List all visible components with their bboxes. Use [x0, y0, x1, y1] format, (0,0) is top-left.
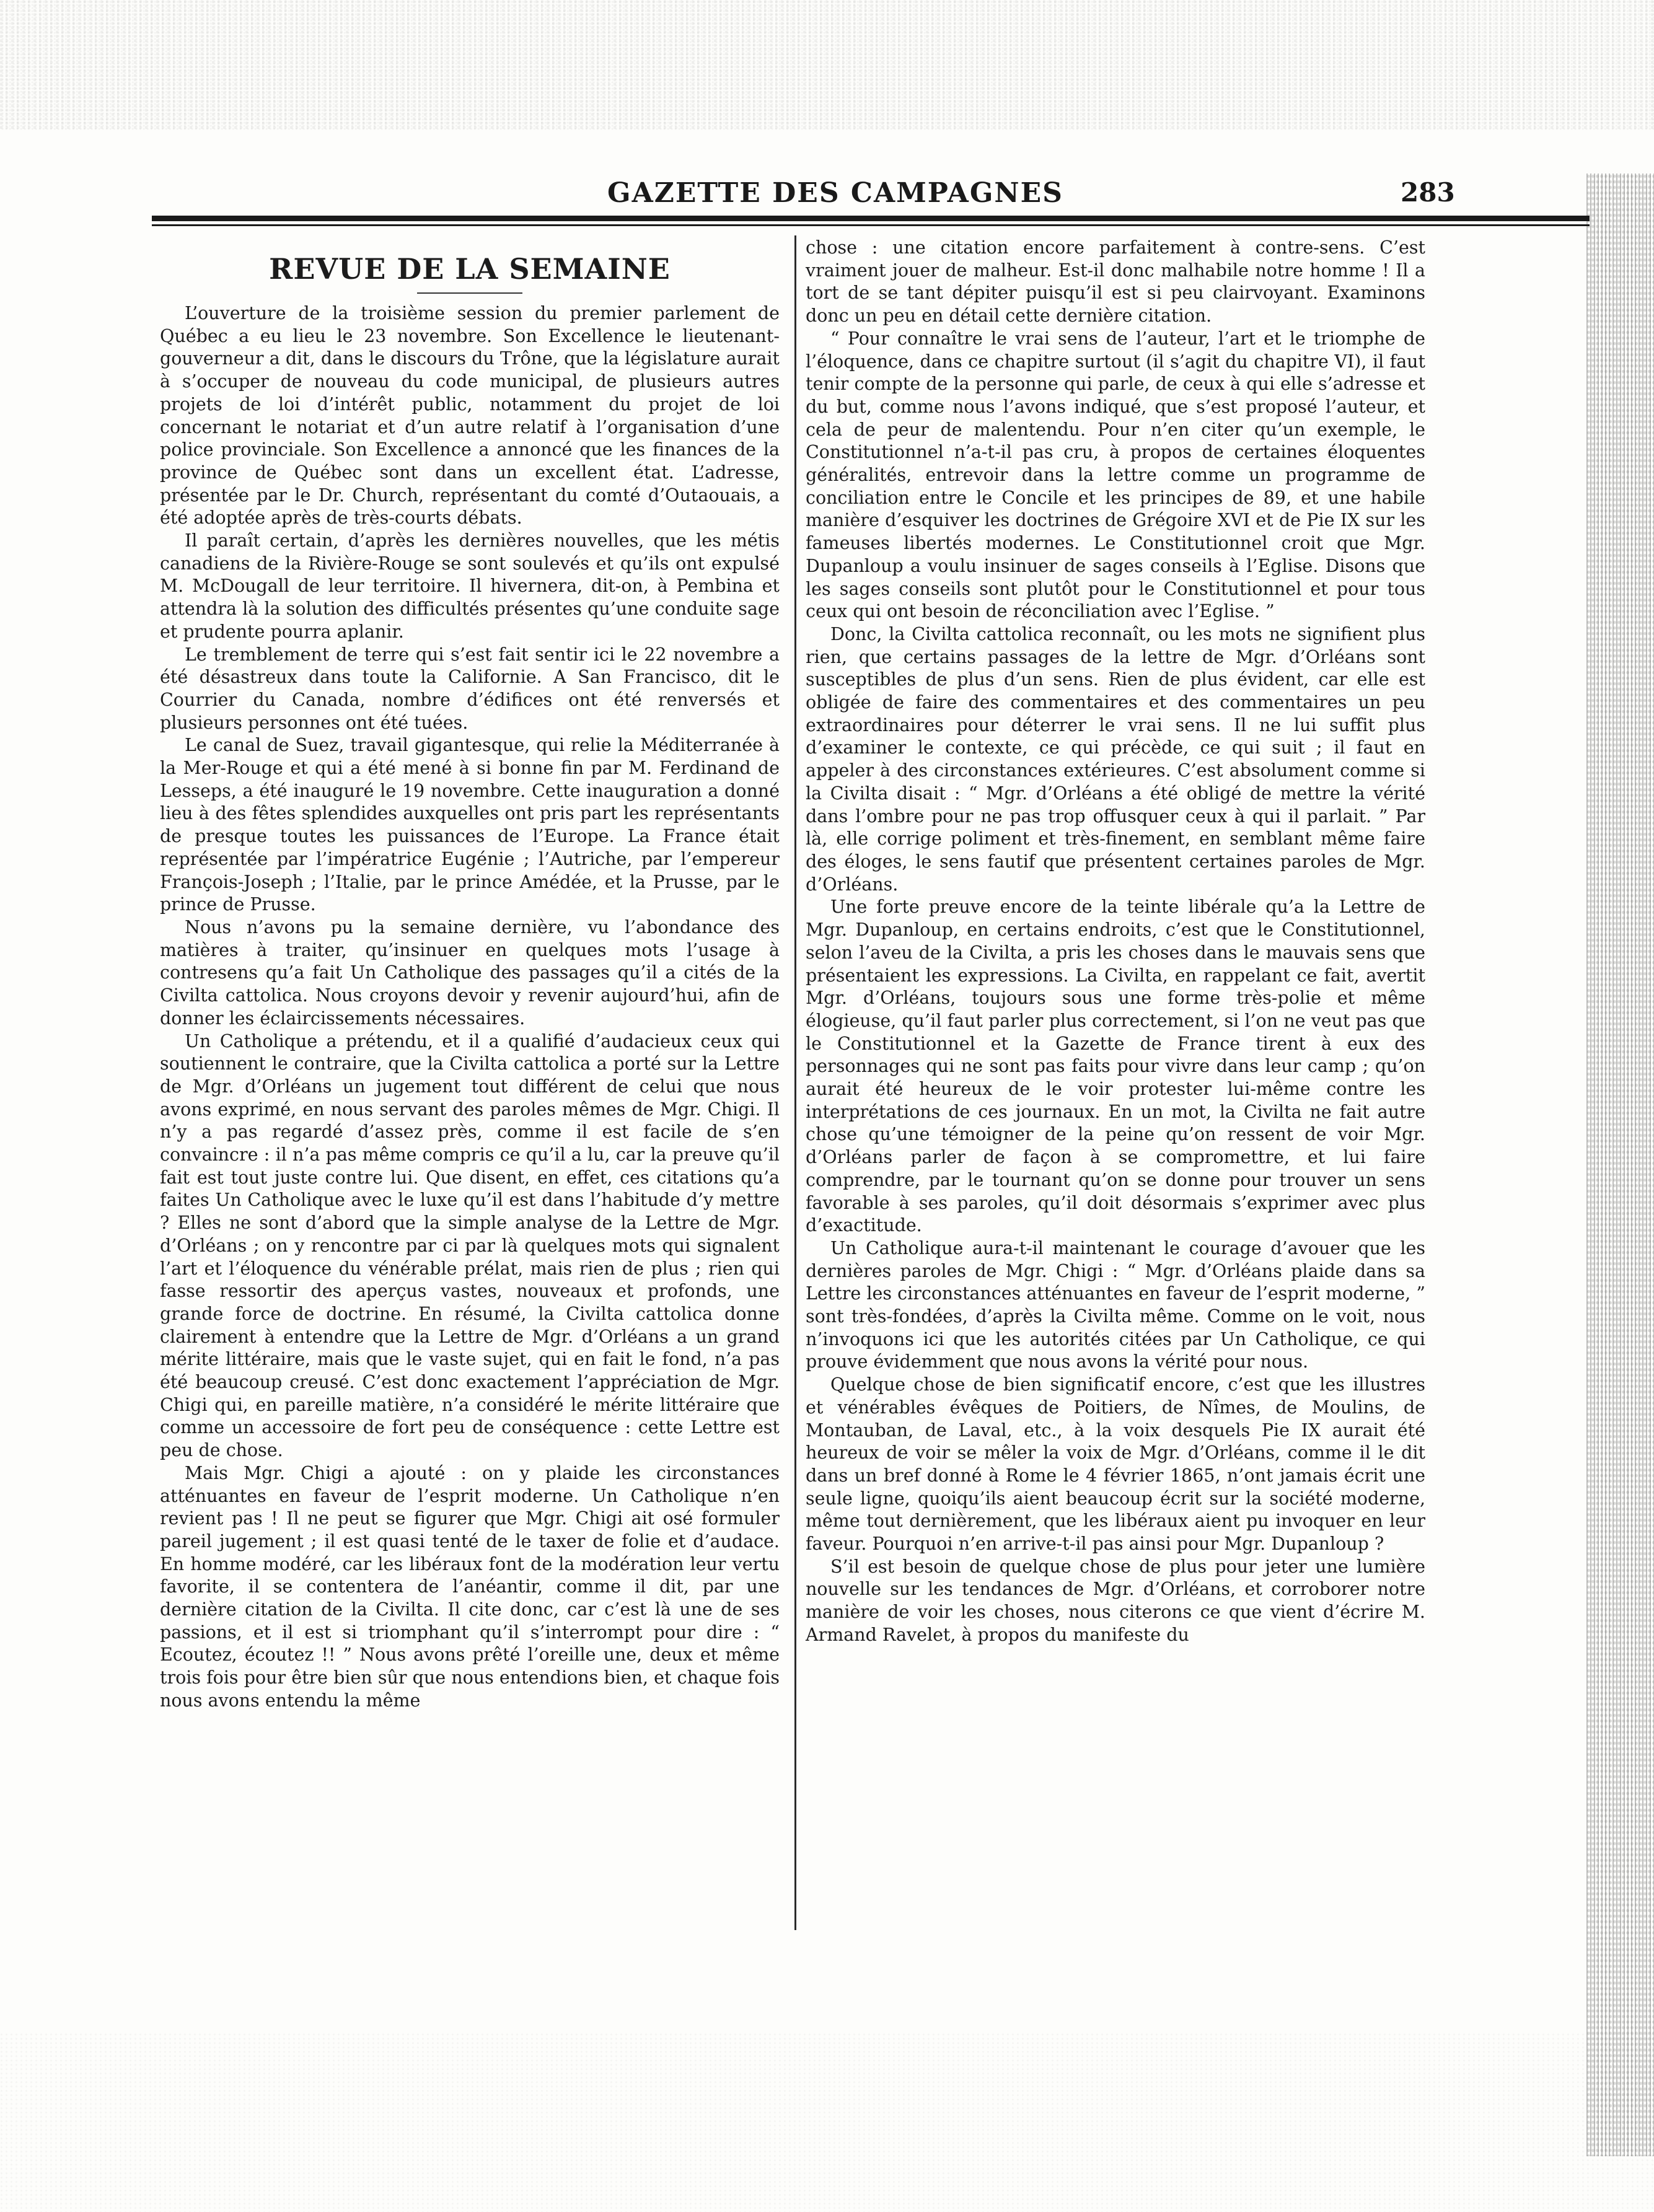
paragraph-parliament: L’ouverture de la troisième session du premier parlement de Québec a eu lieu le 23 novembre. Son Excellence le lieutenant-gouverneur a dit, dans le discours du Trône, que la législature aurait à s’occuper de nouveau du code municipal, de plusieurs autres projets de loi d’intérêt public, notamment du projet de loi concernant le notariat et d’un autre relatif à l’organisation d’une police provinciale. Son Excellence a annoncé que les finances de la province de Québec sont dans un excellent état. L’adresse, présentée par le Dr. Church, représentant du comté d’Outaouais, a été adoptée après de très-courts débats.: [160, 303, 780, 529]
title-underline: [417, 292, 522, 294]
running-title: GAZETTE DES CAMPAGNES: [607, 177, 1063, 209]
page-number: 283: [1401, 177, 1455, 208]
paragraph-courage: Un Catholique aura-t-il maintenant le courage d’avouer que les dernières paroles de Mgr. Chigi : “ Mgr. d’Orléans plaide dans sa Lettre les circonstances atténuantes en faveur de l’esprit moderne, ” sont très-fondées, d’après la Civilta même. Comme on le voit, nous n’invoquons ici que les autorités citées par Un Catholique, ce qui prouve évidemment que nous avons la vérité pour nous.: [806, 1237, 1425, 1372]
paragraph-ravelet: S’il est besoin de quelque chose de plus pour jeter une lumière nouvelle sur les tendances de Mgr. d’Orléans, et corroborer notre manière de voir les choses, nous citerons ce que vient d’écrire M. Armand Ravelet, à propos du manifeste du: [806, 1556, 1425, 1645]
paragraph-suez-canal: Le canal de Suez, travail gigantesque, qui relie la Méditerranée à la Mer-Rouge et qui a été mené à si bonne fin par M. Ferdinand de Lesseps, a été inauguré le 19 novembre. Cette inauguration a donné lieu à des fêtes splendides auxquelles ont pris part les représentants de presque toutes les puissances de l’Europe. La France était représentée par l’impératrice Eugénie ; l’Autriche, par l’empereur François-Joseph ; l’Italie, par le prince Amédée, et la Prusse, par le prince de Prusse.: [160, 735, 780, 915]
header-rule-thin: [152, 224, 1590, 226]
paragraph-civilta-intro: Nous n’avons pu la semaine dernière, vu l’abondance des matières à traiter, qu’insinuer en quelques mots l’usage à contresens qu’a fait Un Catholique des passages qu’il a cités de la Civilta cattolica. Nous croyons devoir y revenir aujourd’hui, afin de donner les éclaircissements nécessaires.: [160, 916, 780, 1029]
scan-noise-bottom: [0, 2032, 1654, 2212]
paragraph-chigi: Mais Mgr. Chigi a ajouté : on y plaide les circonstances atténuantes en faveur de l’esprit moderne. Un Catholique n’en revient pas ! Il ne peut se figurer que Mgr. Chigi ait osé formuler pareil jugement ; il est quasi tenté de le taxer de folie et d’audace. En homme modéré, car les libéraux font de la modération leur vertu favorite, il se contentera de l’anéantir, comme il dit, par une dernière citation de la Civilta. Il cite donc, car c’est là une de ses passions, et il est si triomphant qu’il s’interrompt pour dire : “ Ecoutez, écoutez !! ” Nous avons prêté l’oreille une, deux et même trois fois pour être bien sûr que nous entendions bien, et chaque fois nous avons entendu la même: [160, 1462, 780, 1711]
paragraph-teinte-liberale: Une forte preuve encore de la teinte libérale qu’a la Lettre de Mgr. Dupanloup, en certains endroits, c’est que le Constitutionnel, selon l’aveu de la Civilta, a pris les choses dans le mauvais sens que présentaient les expressions. La Civilta, en rappelant ce fait, avertit Mgr. d’Orléans, toujours sous une forme très-polie et même élogieuse, qu’il faut parler plus correctement, si l’on ne veut pas que le Constitutionnel et la Gazette de France tirent à eux des personnages qui ne sont pas faits pour vivre dans leur camp ; qu’on aurait été heureux de le voir protester lui-même contre les interprétations de ces journaux. En un mot, la Civilta ne fait autre chose qu’une témoigner de la peine qu’on ressent de voir Mgr. d’Orléans parler de façon à se compromettre, et lui faire comprendre, par le tournant qu’on se donne pour trouver un sens favorable à ses paroles, qu’il doit désormais s’exprimer avec plus d’exactitude.: [806, 897, 1425, 1236]
paragraph-quotation: “ Pour connaître le vrai sens de l’auteur, l’art et le triomphe de l’éloquence, dans ce chapitre surtout (il s’agit du chapitre VI), il faut tenir compte de la personne qui parle, de ceux à qui elle s’adresse et du but, comme nous l’avons indiqué, que s’est proposé l’auteur, et cela de peur de malentendu. Pour n’en citer qu’un exemple, le Constitutionnel n’a-t-il pas cru, à propos de certaines éloquentes généralités, entrevoir dans la lettre comme un programme de conciliation entre le Concile et les principes de 89, et une habile manière d’esquiver les doctrines de Grégoire XVI et de Pie IX sur les fameuses libertés modernes. Le Constitutionnel croit que Mgr. Dupanloup a voulu insinuer de sages conseils à l’Eglise. Disons que les sages conseils sont plutôt pour le Constitutionnel et pour tous ceux qui ont besoin de réconciliation avec l’Eglise. ”: [806, 328, 1425, 622]
header-rule-thick: [152, 216, 1590, 221]
left-column: [160, 237, 780, 1713]
paragraph-red-river: Il paraît certain, d’après les dernières nouvelles, que les métis canadiens de la Rivière-Rouge se sont soulevés et qu’ils ont expulsé M. McDougall de leur territoire. Il hivernera, dit-on, à Pembina et attendra là la solution des difficultés présentes qu’une conduite sage et prudente pourra aplanir.: [160, 530, 780, 642]
section-title: REVUE DE LA SEMAINE: [269, 252, 671, 286]
paragraph-vrai-sens: Donc, la Civilta cattolica reconnaît, ou les mots ne signifient plus rien, que certains passages de la lettre de Mgr. d’Orléans sont susceptibles de plus d’un sens. Rien de plus évident, car elle est obligée de faire des commentaires et des commentaires un peu extraordinaires pour déterrer le vrai sens. Il ne lui suffit plus d’examiner le contexte, ce qui précède, ce qui suit ; il faut en appeler à des circonstances extérieures. C’est absolument comme si la Civilta disait : “ Mgr. d’Orléans a été obligé de mettre la vérité dans l’ombre pour ne pas trop offusquer ceux à qui il parlait. ” Par là, elle corrige poliment et très-finement, en semblant même faire des éloges, le sens fautif que présentent certaines paroles de Mgr. d’Orléans.: [806, 623, 1425, 895]
paragraph-un-catholique: Un Catholique a prétendu, et il a qualifié d’audacieux ceux qui soutiennent le contraire, que la Civilta cattolica a porté sur la Lettre de Mgr. d’Orléans un jugement tout différent de celui que nous avons exprimé, en nous servant des paroles mêmes de Mgr. Chigi. Il n’y a pas regardé d’assez près, comme il est facile de s’en convaincre : il n’a pas même compris ce qu’il a lu, car la preuve qu’il fait est tout juste contre lui. Que disent, en effet, ces citations qu’a faites Un Catholique avec le luxe qu’il est dans l’habitude d’y mettre ? Elles ne sont d’abord que la simple analyse de la Lettre de Mgr. d’Orléans ; on y rencontre par ci par là quelques mots qui signalent l’art et l’éloquence du vénérable prélat, mais rien de plus ; rien qui fasse ressortir des aperçus vastes, nouveaux et profonds, une grande force de doctrine. En résumé, la Civilta cattolica donne clairement à entendre que la Lettre de Mgr. d’Orléans a un grand mérite littéraire, mais que le vaste sujet, qui en fait le fond, n’a pas été beaucoup creusé. C’est donc exactement l’appréciation de Mgr. Chigi qui, en pareille matière, n’a considéré le mérite littéraire que comme un accessoire de fort peu de conséquence : cette Lettre est peu de chose.: [160, 1030, 780, 1461]
right-column: [806, 237, 1425, 1647]
paragraph-continued: chose : une citation encore parfaitement à contre-sens. C’est vraiment jouer de malheur. Est-il donc malhabile notre homme ! Il a tort de se tant dépiter puisqu’il est si peu clairvoyant. Examinons donc un peu en détail cette dernière citation.: [806, 237, 1425, 327]
column-divider: [794, 235, 796, 1930]
scan-edge-right: [1586, 173, 1654, 2156]
paragraph-eveques: Quelque chose de bien significatif encore, c’est que les illustres et vénérables évêques de Poitiers, de Nîmes, de Moulins, de Montauban, de Laval, etc., à la voix desquels Pie IX aurait été heureux de voir se mêler la voix de Mgr. d’Orléans, comme il le dit dans un bref donné à Rome le 4 février 1865, n’ont jamais écrit une seule ligne, quoiqu’ils aient beaucoup écrit sur la société moderne, même tout dernièrement, que les libéraux aient pu invoquer en leur faveur. Pourquoi n’en arrive-t-il pas ainsi pour Mgr. Dupanloup ?: [806, 1374, 1425, 1555]
scan-noise-top: [0, 0, 1654, 130]
paragraph-earthquake: Le tremblement de terre qui s’est fait sentir ici le 22 novembre a été désastreux dans toute la Californie. A San Francisco, dit le Courrier du Canada, nombre d’édifices ont été renversés et plusieurs personnes ont été tuées.: [160, 644, 780, 733]
